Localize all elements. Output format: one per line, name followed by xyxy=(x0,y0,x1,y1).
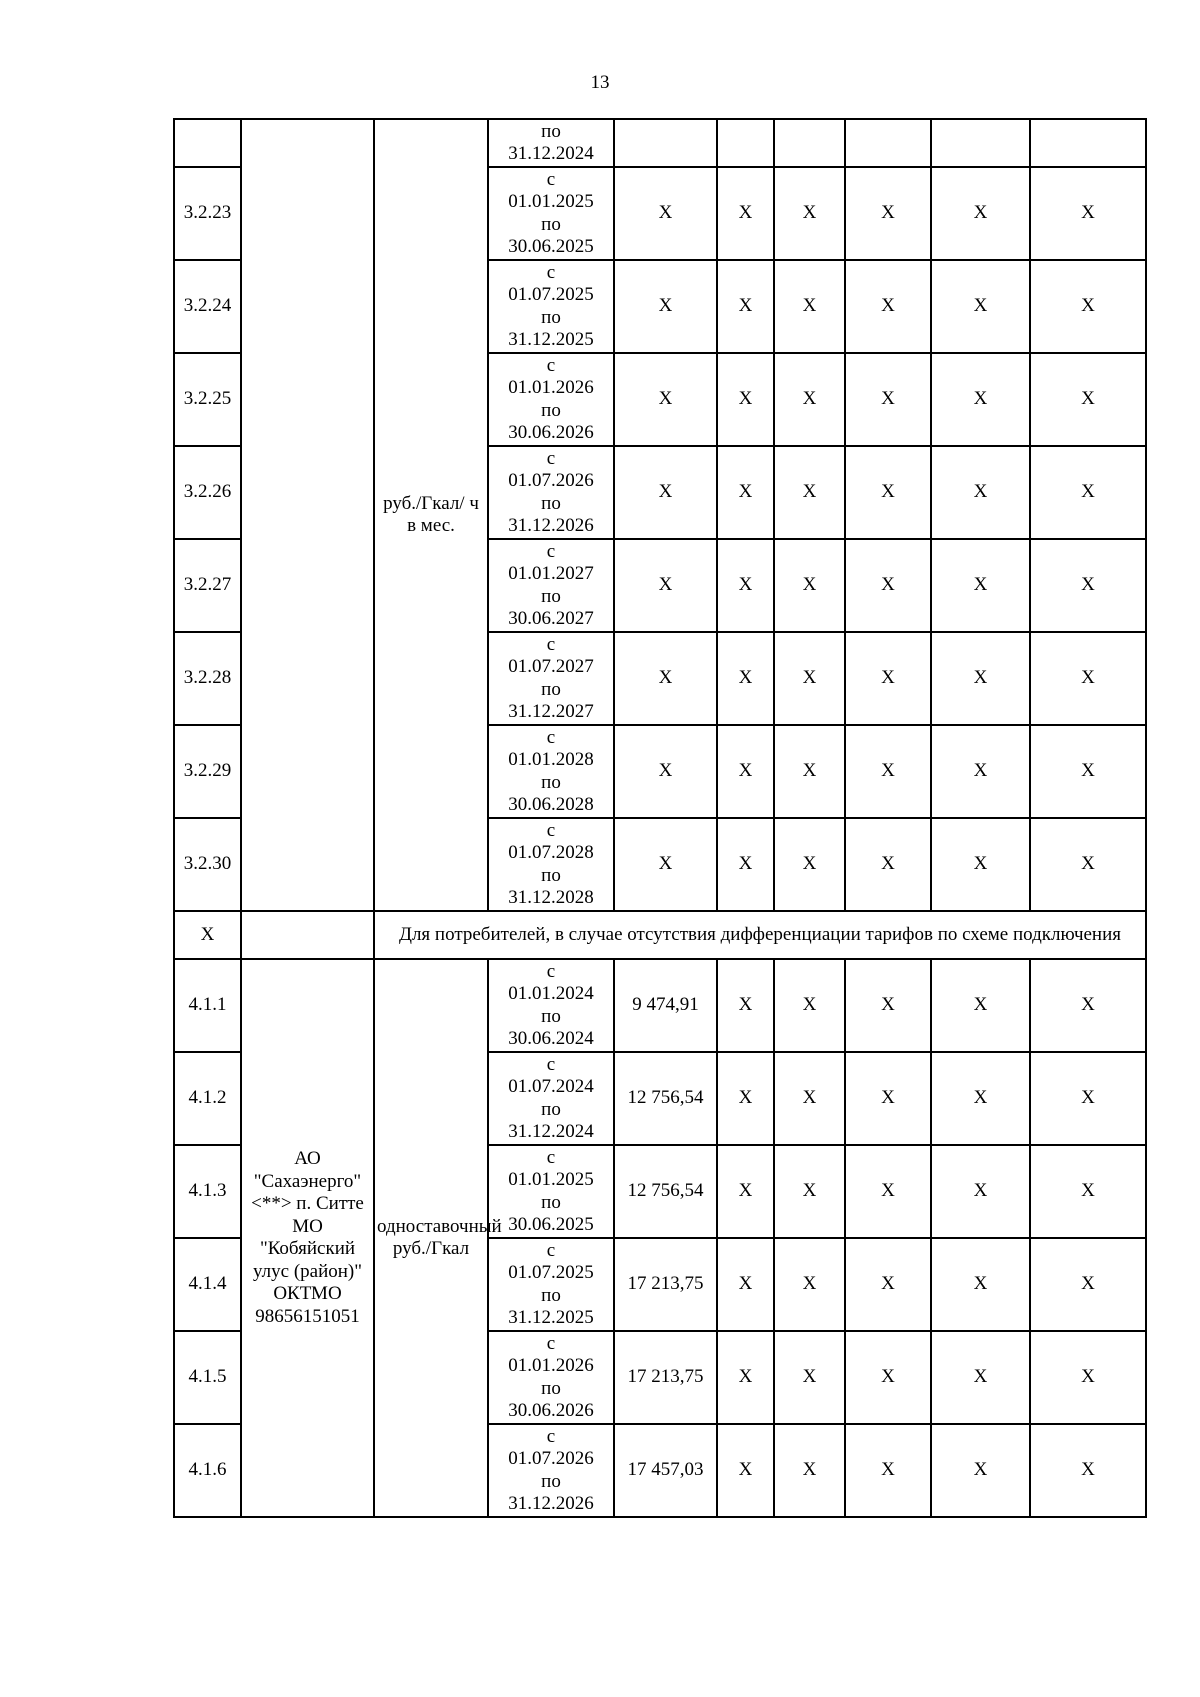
value-cell: X xyxy=(845,1145,931,1238)
value-cell: X xyxy=(717,1145,774,1238)
period-line: 01.07.2025 xyxy=(508,1262,594,1283)
value-cell: X xyxy=(774,260,845,353)
value-cell: X xyxy=(931,632,1030,725)
period-line: 30.06.2025 xyxy=(508,1214,594,1235)
period-line: 01.07.2027 xyxy=(508,656,594,677)
period-cell xyxy=(488,446,614,539)
unit-cell: одноставочный руб./Гкал xyxy=(374,959,488,1517)
period-line: 01.07.2024 xyxy=(508,1076,594,1097)
value-cell: X xyxy=(845,353,931,446)
tariff-value-cell: 12 756,54 xyxy=(614,1145,717,1238)
period-line: 01.01.2026 xyxy=(508,377,594,398)
value-cell: X xyxy=(1030,446,1146,539)
period-line: 01.07.2026 xyxy=(508,1448,594,1469)
value-cell: X xyxy=(774,353,845,446)
value-cell: X xyxy=(717,539,774,632)
period-line: 30.06.2027 xyxy=(508,608,594,629)
value-cell: X xyxy=(1030,1424,1146,1517)
value-cell: X xyxy=(931,1238,1030,1331)
group-header-text: Для потребителей, в случае отсутствия дифференциации тарифов по схеме подключения xyxy=(374,911,1146,959)
value-cell: X xyxy=(845,725,931,818)
value-cell: X xyxy=(931,1331,1030,1424)
period-line: по xyxy=(541,306,561,328)
value-cell: X xyxy=(1030,1238,1146,1331)
value-cell: X xyxy=(717,959,774,1052)
period-line: с xyxy=(546,1053,556,1075)
value-cell: X xyxy=(845,446,931,539)
tariff-table xyxy=(173,118,1147,1518)
period-cell xyxy=(488,1424,614,1517)
period-cell xyxy=(488,959,614,1052)
period-line: по xyxy=(541,120,561,142)
period-line: с xyxy=(546,633,556,655)
value-cell: X xyxy=(717,260,774,353)
row-number-cell xyxy=(174,119,241,167)
tariff-value-cell: 12 756,54 xyxy=(614,1052,717,1145)
table-row xyxy=(174,959,1146,1052)
period-line: 31.12.2025 xyxy=(508,1307,594,1328)
value-cell: X xyxy=(931,725,1030,818)
period-line: с xyxy=(546,540,556,562)
tariff-value-cell: 17 213,75 xyxy=(614,1238,717,1331)
value-cell: X xyxy=(931,260,1030,353)
row-number-cell: 4.1.5 xyxy=(174,1331,241,1424)
value-cell: X xyxy=(931,539,1030,632)
period-line: с xyxy=(546,447,556,469)
period-line: с xyxy=(546,1239,556,1261)
value-cell: X xyxy=(845,539,931,632)
period-line: 31.12.2026 xyxy=(508,1493,594,1514)
value-cell: X xyxy=(717,1052,774,1145)
value-cell: X xyxy=(931,167,1030,260)
period-line: по xyxy=(541,771,561,793)
value-cell: X xyxy=(717,446,774,539)
period-line: по xyxy=(541,1470,561,1492)
tariff-value-cell: 9 474,91 xyxy=(614,959,717,1052)
period-line: с xyxy=(546,960,556,982)
value-cell: X xyxy=(774,1331,845,1424)
period-line: 31.12.2027 xyxy=(508,701,594,722)
period-line: по xyxy=(541,678,561,700)
organization-cell xyxy=(241,119,374,911)
period-line: с xyxy=(546,819,556,841)
value-cell: X xyxy=(845,1052,931,1145)
value-cell: X xyxy=(1030,260,1146,353)
period-line: 01.01.2026 xyxy=(508,1355,594,1376)
period-line: с xyxy=(546,726,556,748)
row-number-cell: 3.2.30 xyxy=(174,818,241,911)
value-cell: X xyxy=(845,1424,931,1517)
value-cell: X xyxy=(774,1145,845,1238)
period-line: 01.07.2025 xyxy=(508,284,594,305)
tariff-value-cell: X xyxy=(614,167,717,260)
value-cell: X xyxy=(931,1052,1030,1145)
value-cell: X xyxy=(1030,959,1146,1052)
tariff-value-cell: 17 457,03 xyxy=(614,1424,717,1517)
value-cell xyxy=(614,119,717,167)
period-cell xyxy=(488,1052,614,1145)
row-number-cell: 3.2.25 xyxy=(174,353,241,446)
value-cell: X xyxy=(931,446,1030,539)
value-cell: X xyxy=(774,446,845,539)
value-cell: X xyxy=(845,1238,931,1331)
value-cell: X xyxy=(774,1052,845,1145)
period-cell xyxy=(488,260,614,353)
value-cell: X xyxy=(774,539,845,632)
value-cell: X xyxy=(717,632,774,725)
value-cell: X xyxy=(1030,1331,1146,1424)
period-line: по xyxy=(541,1377,561,1399)
period-cell xyxy=(488,632,614,725)
tariff-value-cell: 17 213,75 xyxy=(614,1331,717,1424)
value-cell: X xyxy=(845,260,931,353)
period-line: с xyxy=(546,1425,556,1447)
period-line: 31.12.2026 xyxy=(508,515,594,536)
value-cell xyxy=(1030,119,1146,167)
period-cell xyxy=(488,353,614,446)
period-line: 01.07.2026 xyxy=(508,470,594,491)
period-cell xyxy=(488,1145,614,1238)
value-cell: X xyxy=(717,353,774,446)
row-number-cell: 4.1.4 xyxy=(174,1238,241,1331)
value-cell: X xyxy=(717,167,774,260)
value-cell: X xyxy=(774,959,845,1052)
tariff-table-body xyxy=(174,119,1146,1517)
tariff-value-cell: X xyxy=(614,353,717,446)
period-line: 31.12.2024 xyxy=(508,143,594,164)
tariff-value-cell: X xyxy=(614,632,717,725)
period-line: 30.06.2026 xyxy=(508,422,594,443)
value-cell: X xyxy=(1030,353,1146,446)
row-number-cell: 4.1.2 xyxy=(174,1052,241,1145)
value-cell: X xyxy=(1030,539,1146,632)
value-cell: X xyxy=(1030,1145,1146,1238)
value-cell: X xyxy=(717,1424,774,1517)
value-cell: X xyxy=(774,167,845,260)
value-cell: X xyxy=(931,1145,1030,1238)
period-line: 30.06.2026 xyxy=(508,1400,594,1421)
period-line: 31.12.2028 xyxy=(508,887,594,908)
tariff-value-cell: X xyxy=(614,725,717,818)
period-line: 30.06.2028 xyxy=(508,794,594,815)
period-line: 30.06.2024 xyxy=(508,1028,594,1049)
tariff-value-cell: X xyxy=(614,446,717,539)
period-line: 01.01.2028 xyxy=(508,749,594,770)
period-line: по xyxy=(541,492,561,514)
empty-cell xyxy=(241,911,374,959)
value-cell: X xyxy=(717,725,774,818)
value-cell: X xyxy=(1030,725,1146,818)
tariff-value-cell: X xyxy=(614,818,717,911)
value-cell: X xyxy=(774,1424,845,1517)
period-cell xyxy=(488,119,614,167)
period-line: 31.12.2024 xyxy=(508,1121,594,1142)
period-line: 30.06.2025 xyxy=(508,236,594,257)
row-number-cell: 3.2.26 xyxy=(174,446,241,539)
group-header-row xyxy=(174,911,1146,959)
period-line: по xyxy=(541,864,561,886)
row-number-cell: 3.2.27 xyxy=(174,539,241,632)
table-row xyxy=(174,119,1146,167)
value-cell xyxy=(931,119,1030,167)
row-number-cell: 3.2.23 xyxy=(174,167,241,260)
value-cell: X xyxy=(774,1238,845,1331)
row-number-cell: 4.1.6 xyxy=(174,1424,241,1517)
value-cell: X xyxy=(1030,1052,1146,1145)
period-line: с xyxy=(546,1332,556,1354)
row-number-cell: 3.2.24 xyxy=(174,260,241,353)
period-line: по xyxy=(541,399,561,421)
organization-cell: АО "Сахаэнерго" <**> п. Ситте МО "Кобяйский улус (район)" ОКТМО 98656151051 xyxy=(241,959,374,1517)
value-cell: X xyxy=(845,818,931,911)
tariff-value-cell: X xyxy=(614,539,717,632)
value-cell: X xyxy=(774,632,845,725)
period-line: по xyxy=(541,1284,561,1306)
period-cell xyxy=(488,725,614,818)
period-line: с xyxy=(546,261,556,283)
value-cell: X xyxy=(717,818,774,911)
period-line: 01.01.2024 xyxy=(508,983,594,1004)
period-line: 31.12.2025 xyxy=(508,329,594,350)
period-line: 01.01.2025 xyxy=(508,191,594,212)
value-cell: X xyxy=(717,1331,774,1424)
value-cell: X xyxy=(845,959,931,1052)
value-cell: X xyxy=(774,725,845,818)
group-marker-cell: X xyxy=(174,911,241,959)
value-cell: X xyxy=(931,959,1030,1052)
value-cell: X xyxy=(1030,818,1146,911)
period-line: по xyxy=(541,1098,561,1120)
tariff-value-cell: X xyxy=(614,260,717,353)
period-cell xyxy=(488,539,614,632)
value-cell: X xyxy=(931,818,1030,911)
period-line: по xyxy=(541,1005,561,1027)
row-number-cell: 3.2.29 xyxy=(174,725,241,818)
period-line: по xyxy=(541,585,561,607)
value-cell xyxy=(774,119,845,167)
value-cell: X xyxy=(845,167,931,260)
period-cell xyxy=(488,1331,614,1424)
page-number: 13 xyxy=(590,72,610,93)
row-number-cell: 4.1.1 xyxy=(174,959,241,1052)
row-number-cell: 3.2.28 xyxy=(174,632,241,725)
value-cell: X xyxy=(717,1238,774,1331)
value-cell xyxy=(845,119,931,167)
row-number-cell: 4.1.3 xyxy=(174,1145,241,1238)
period-line: 01.07.2028 xyxy=(508,842,594,863)
period-line: 01.01.2025 xyxy=(508,1169,594,1190)
value-cell xyxy=(717,119,774,167)
period-line: по xyxy=(541,213,561,235)
value-cell: X xyxy=(845,1331,931,1424)
period-cell xyxy=(488,818,614,911)
period-line: 01.01.2027 xyxy=(508,563,594,584)
value-cell: X xyxy=(1030,167,1146,260)
value-cell: X xyxy=(931,353,1030,446)
period-cell xyxy=(488,167,614,260)
period-line: с xyxy=(546,354,556,376)
period-line: с xyxy=(546,168,556,190)
value-cell: X xyxy=(1030,632,1146,725)
period-cell xyxy=(488,1238,614,1331)
period-line: с xyxy=(546,1146,556,1168)
value-cell: X xyxy=(931,1424,1030,1517)
unit-cell: руб./Гкал/ ч в мес. xyxy=(374,119,488,911)
value-cell: X xyxy=(845,632,931,725)
value-cell: X xyxy=(774,818,845,911)
period-line: по xyxy=(541,1191,561,1213)
